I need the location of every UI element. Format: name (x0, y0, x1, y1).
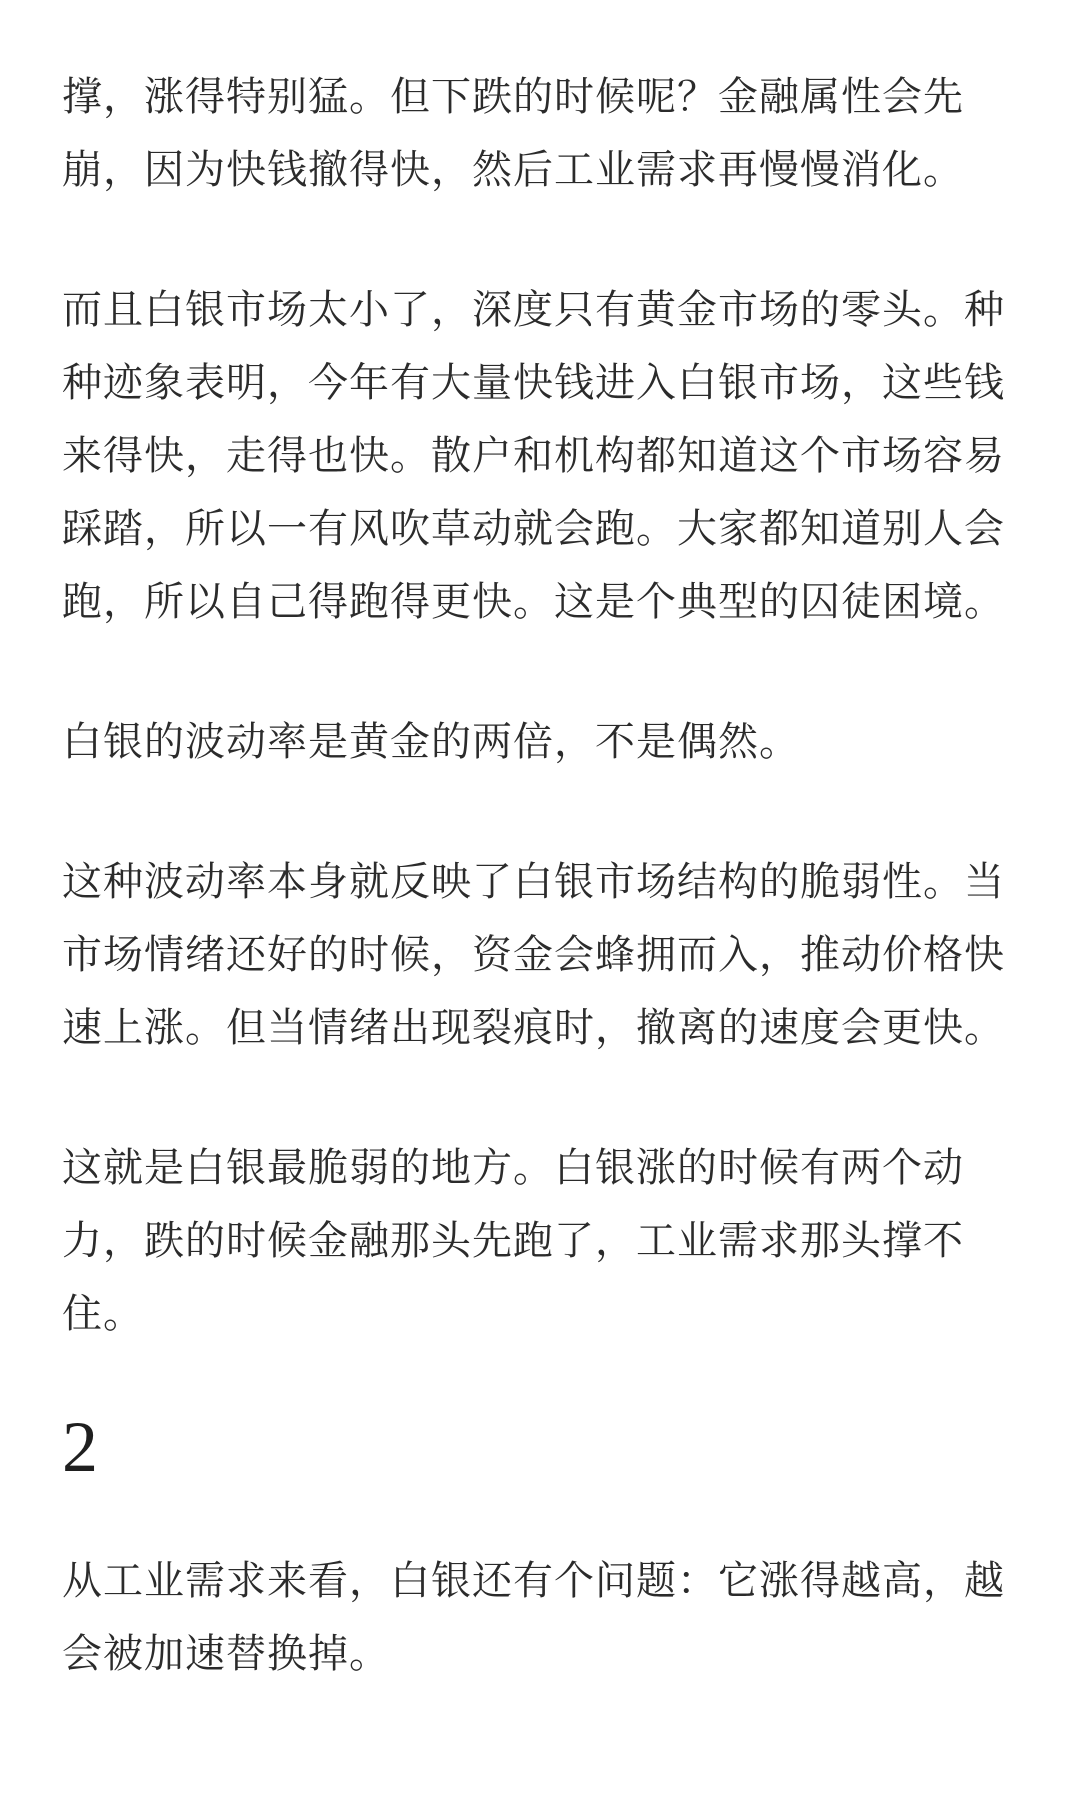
article-body (62, 0, 1022, 1691)
text-line: 市场情绪还好的时候，资金会蜂拥而入，推动价格快 (62, 932, 1005, 978)
text-line: 而且白银市场太小了，深度只有黄金市场的零头。种 (62, 287, 1005, 333)
section-number: 2 (62, 1407, 98, 1487)
text-line: 这种波动率本身就反映了白银市场结构的脆弱性。当 (62, 859, 1005, 905)
text-line: 来得快，走得也快。散户和机构都知道这个市场容易 (62, 433, 1005, 479)
paragraph (62, 846, 1022, 1065)
text-line: 崩，因为快钱撤得快，然后工业需求再慢慢消化。 (62, 147, 964, 193)
text-line: 会被加速替换掉。 (62, 1631, 390, 1677)
text-line: 白银的波动率是黄金的两倍，不是偶然。 (62, 719, 800, 765)
paragraph (62, 1545, 1022, 1691)
text-line: 速上涨。但当情绪出现裂痕时，撤离的速度会更快。 (62, 1005, 1005, 1051)
text-line: 力，跌的时候金融那头先跑了，工业需求那头撑不 (62, 1218, 964, 1264)
text-line: 这就是白银最脆弱的地方。白银涨的时候有两个动 (62, 1145, 964, 1191)
text-line: 撑，涨得特别猛。但下跌的时候呢？金融属性会先 (62, 74, 964, 120)
text-line: 从工业需求来看，白银还有个问题：它涨得越高，越 (62, 1558, 1005, 1604)
paragraph (62, 274, 1022, 639)
text-line: 跑，所以自己得跑得更快。这是个典型的囚徒困境。 (62, 579, 1005, 625)
paragraph (62, 706, 1022, 779)
text-line: 种迹象表明，今年有大量快钱进入白银市场，这些钱 (62, 360, 1005, 406)
text-line: 踩踏，所以一有风吹草动就会跑。大家都知道别人会 (62, 506, 1005, 552)
paragraph (62, 61, 1022, 207)
text-line: 住。 (62, 1291, 144, 1337)
paragraph (62, 1132, 1022, 1351)
